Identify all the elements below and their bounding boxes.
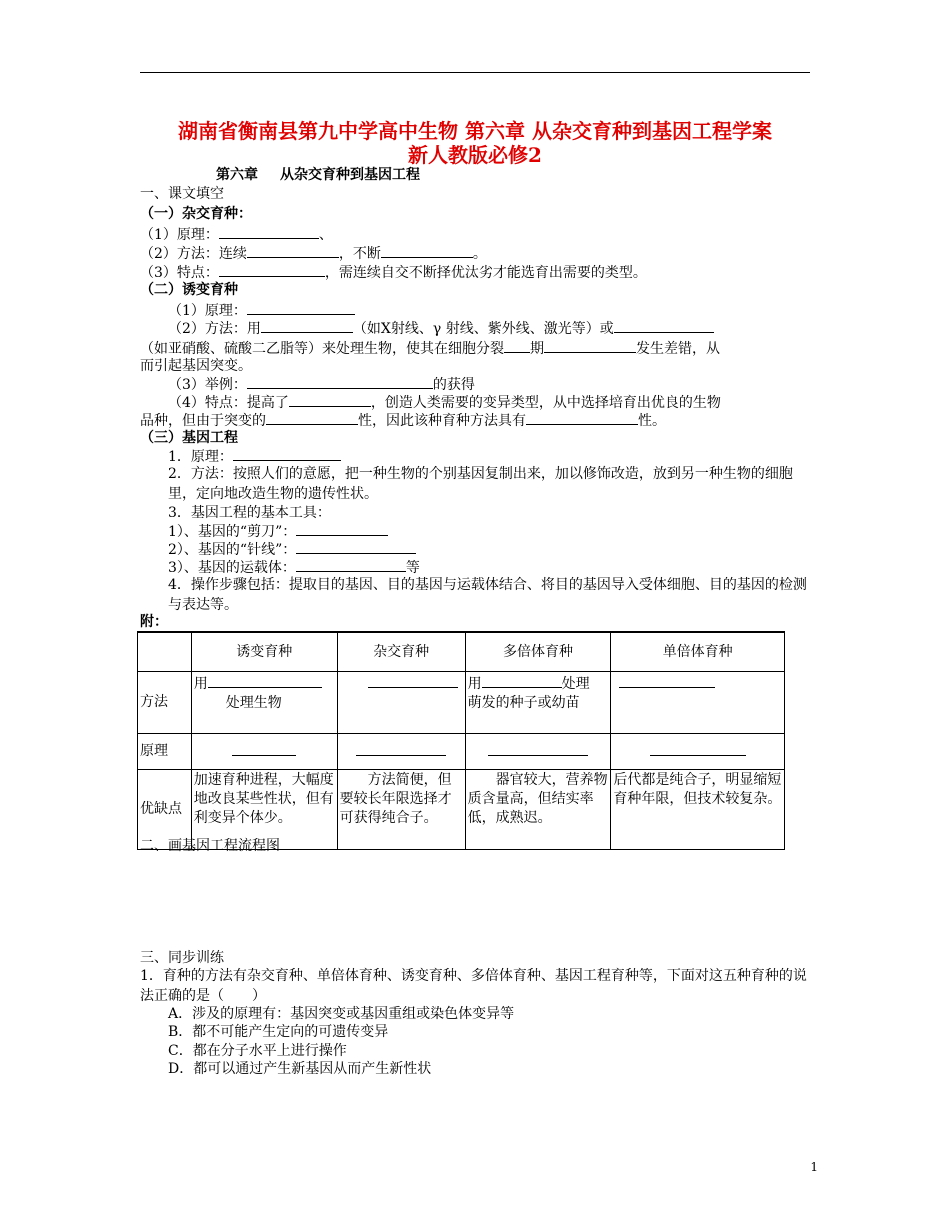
table-header-row	[138, 632, 785, 672]
blank[interactable]	[296, 557, 406, 572]
blank[interactable]	[296, 521, 388, 536]
table-row-principle	[138, 734, 785, 770]
hybrid-method: （2）方法：连续 ，不断 。	[140, 243, 487, 264]
blank[interactable]	[289, 392, 371, 407]
doc-title-line2: 新人教版必修2	[408, 143, 542, 167]
doc-title-line1: 湖南省衡南县第九中学高中生物 第六章 从杂交育种到基因工程学案	[178, 119, 772, 143]
table-header: 杂交育种	[337, 632, 465, 672]
page-number: 1	[810, 1160, 818, 1174]
option-b[interactable]: B．都不可能产生定向的可遗传变异	[168, 1024, 389, 1040]
table-cell: 用 处理 萌发的种子或幼苗	[465, 672, 611, 734]
blank[interactable]	[296, 539, 416, 554]
section3-heading: 三、同步训练	[140, 950, 224, 966]
row-label: 方法	[138, 672, 192, 734]
blank[interactable]	[219, 224, 319, 239]
mutation-principle: （1）原理：	[168, 300, 355, 321]
mutation-method-c: 而引起基因突变。	[140, 358, 252, 374]
chapter-heading	[216, 164, 420, 184]
option-a[interactable]: A．涉及的原理有：基因突变或基因重组或染色体变异等	[168, 1006, 515, 1022]
question-1: 1．育种的方法有杂交育种、单倍体育种、诱变育种、多倍体育种、基因工程育种等，下面对这五种育种的说法正确的是（ ）	[140, 968, 807, 1004]
appendix-label: 附：	[140, 614, 168, 630]
table-corner	[138, 632, 192, 672]
section2-heading: 二、画基因工程流程图	[140, 838, 280, 854]
blank[interactable]	[247, 300, 355, 315]
table-cell: 器官较大，营养物质含量高，但结实率低，成熟迟。	[465, 770, 611, 850]
table-cell: 后代都是纯合子，明显缩短育种年限，但技术较复杂。	[611, 770, 785, 850]
table-cell: 加速育种进程，大幅度地改良某些性状，但有利变异个体少。	[191, 770, 337, 850]
tool-scissors: 1）、基因的“剪刀”：	[168, 521, 388, 542]
table-cell	[191, 734, 337, 770]
table-cell	[611, 734, 785, 770]
hybrid-feature: （3）特点： ，需连续自交不断择优汰劣才能选育出需要的类型。	[140, 262, 647, 283]
blank[interactable]	[381, 243, 473, 258]
table-cell: 用 处理生物	[191, 672, 337, 734]
table-header: 单倍体育种	[611, 632, 785, 672]
option-c[interactable]: C．都在分子水平上进行操作	[168, 1043, 347, 1059]
tool-vector: 3）、基因的运载体： 等	[168, 557, 420, 578]
hybrid-heading: （一）杂交育种：	[140, 206, 252, 222]
blank[interactable]	[208, 673, 322, 688]
blank[interactable]	[219, 262, 325, 277]
blank[interactable]	[488, 741, 588, 756]
genetic-heading: （三）基因工程	[140, 430, 238, 446]
blank[interactable]	[233, 446, 341, 461]
genetic-method: 2．方法：按照人们的意愿，把一种生物的个别基因复制出来，加以修饰改造，放到另一种生物的细胞里，定向地改造生物的遗传性状。	[168, 466, 793, 502]
option-d[interactable]: D．都可以通过产生新基因从而产生新性状	[168, 1061, 432, 1077]
blank[interactable]	[526, 410, 638, 425]
breeding-comparison-table	[137, 631, 785, 850]
row-label: 优缺点	[138, 770, 192, 850]
table-row-method	[138, 672, 785, 734]
blank[interactable]	[232, 741, 296, 756]
mutation-example: （3）举例： 的获得	[168, 374, 475, 395]
table-cell	[465, 734, 611, 770]
table-cell	[611, 672, 785, 734]
mutation-heading: （二）诱变育种	[140, 282, 238, 298]
blank[interactable]	[356, 741, 446, 756]
section1-heading: 一、课文填空	[140, 186, 224, 202]
table-cell: 方法简便，但要较长年限选择才可获得纯合子。	[337, 770, 465, 850]
table-header: 多倍体育种	[465, 632, 611, 672]
chapter-number: 第六章	[216, 167, 258, 183]
table-cell	[337, 672, 465, 734]
blank[interactable]	[482, 673, 562, 688]
chapter-title: 从杂交育种到基因工程	[280, 167, 420, 183]
table-cell	[337, 734, 465, 770]
blank[interactable]	[619, 673, 715, 688]
header-rule	[140, 72, 810, 73]
table-header: 诱变育种	[191, 632, 337, 672]
mutation-method-b: （如亚硝酸、硫酸二乙脂等）来处理生物，使其在细胞分裂 期 发生差错，从	[140, 338, 720, 359]
mutation-feature-b: 品种，但由于突变的 性，因此该种育种方法具有 性。	[140, 410, 666, 431]
blank[interactable]	[544, 338, 636, 353]
blank[interactable]	[266, 410, 358, 425]
blank[interactable]	[261, 318, 353, 333]
row-label: 原理	[138, 734, 192, 770]
genetic-tools: 3．基因工程的基本工具：	[168, 505, 331, 521]
genetic-steps: 4．操作步骤包括：提取目的基因、目的基因与运载体结合、将目的基因导入受体细胞、目的基因的检测与表达等。	[168, 577, 807, 613]
hybrid-principle: （1）原理： 、	[140, 224, 333, 245]
genetic-principle: 1．原理：	[168, 446, 341, 467]
blank[interactable]	[650, 741, 746, 756]
blank[interactable]	[504, 338, 530, 353]
mutation-feature-a: （4）特点：提高了 ，创造人类需要的变异类型，从中选择培育出优良的生物	[168, 392, 721, 413]
tool-needle: 2）、基因的“针线”：	[168, 539, 416, 560]
blank[interactable]	[368, 673, 458, 688]
blank[interactable]	[247, 243, 339, 258]
mutation-method-a: （2）方法：用 （如X射线、γ 射线、紫外线、激光等）或	[168, 318, 714, 339]
blank[interactable]	[614, 318, 714, 333]
blank[interactable]	[247, 374, 433, 389]
